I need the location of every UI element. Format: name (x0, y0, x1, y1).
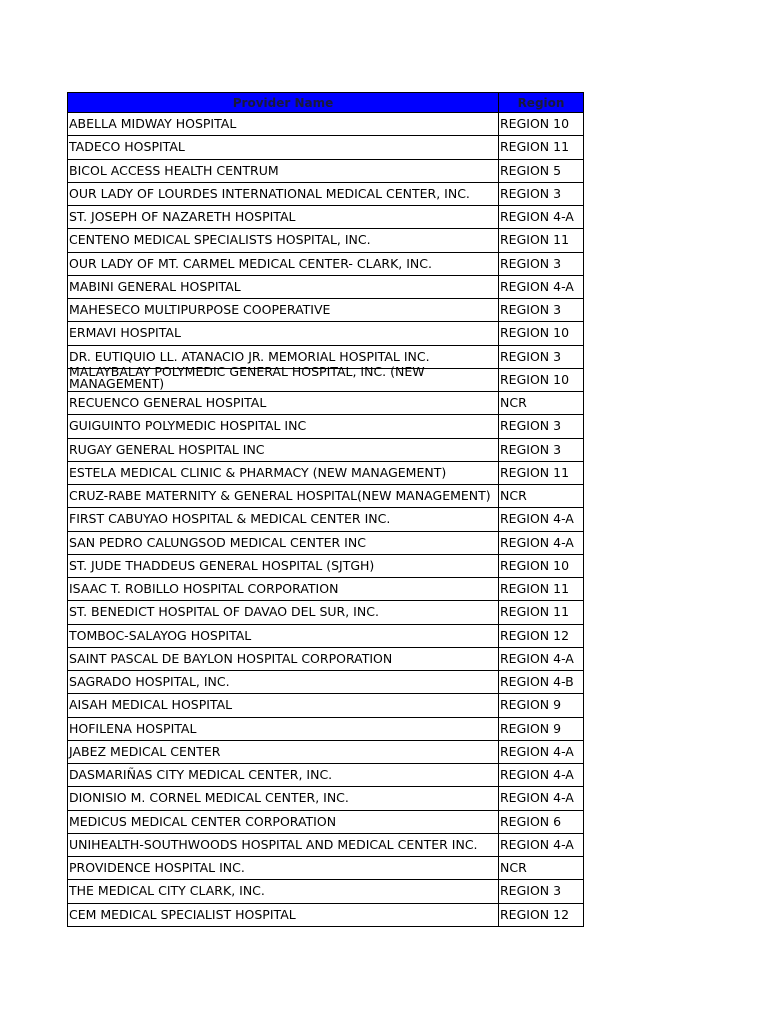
provider-table (67, 92, 584, 927)
table-row (67, 253, 584, 276)
provider-name-cell: GUIGUINTO POLYMEDIC HOSPITAL INC (68, 415, 499, 437)
region-cell: REGION 4-A (500, 511, 574, 527)
region-cell: REGION 11 (500, 581, 570, 597)
table-row (67, 392, 584, 415)
table-row (67, 880, 584, 903)
provider-name-cell: SAGRADO HOSPITAL, INC. (68, 671, 499, 693)
table-row (67, 439, 584, 462)
table-row (67, 485, 584, 508)
table-row (67, 671, 584, 694)
region-cell: NCR (500, 860, 527, 876)
region-cell: REGION 10 (500, 557, 570, 573)
table-row (67, 508, 584, 531)
region-cell: REGION 10 (500, 116, 570, 132)
region-cell: REGION 4-A (500, 767, 574, 783)
table-row (67, 694, 584, 717)
provider-name-cell: BICOL ACCESS HEALTH CENTRUM (68, 160, 499, 182)
table-header-row (67, 92, 584, 113)
table-body (67, 113, 584, 927)
provider-name-cell: DIONISIO M. CORNEL MEDICAL CENTER, INC. (68, 787, 499, 809)
table-row (67, 160, 584, 183)
provider-name-cell: ERMAVI HOSPITAL (68, 322, 499, 344)
region-cell: REGION 10 (500, 325, 570, 341)
provider-name-cell: DR. EUTIQUIO LL. ATANACIO JR. MEMORIAL HOSPITAL INC. (68, 346, 499, 368)
table-row (67, 206, 584, 229)
table-row (67, 741, 584, 764)
table-row (67, 601, 584, 624)
region-cell: REGION 3 (500, 255, 562, 271)
header-provider-name: Provider Name (68, 93, 499, 112)
table-row (67, 904, 584, 927)
provider-name-cell: ST. BENEDICT HOSPITAL OF DAVAO DEL SUR, INC. (68, 601, 499, 623)
region-cell: NCR (500, 395, 527, 411)
provider-name-cell: THE MEDICAL CITY CLARK, INC. (68, 880, 499, 902)
region-cell: REGION 4-B (500, 674, 574, 690)
provider-name-cell: CENTENO MEDICAL SPECIALISTS HOSPITAL, INC. (68, 229, 499, 251)
region-cell: REGION 10 (500, 371, 570, 387)
region-cell: REGION 4-A (500, 534, 574, 550)
table-row (67, 718, 584, 741)
region-cell: REGION 12 (500, 627, 570, 643)
table-row (67, 834, 584, 857)
region-cell: REGION 9 (500, 697, 562, 713)
provider-name-cell: JABEZ MEDICAL CENTER (68, 741, 499, 763)
provider-name-cell: CEM MEDICAL SPECIALIST HOSPITAL (68, 904, 499, 926)
region-cell: REGION 5 (500, 162, 562, 178)
table-row (67, 183, 584, 206)
region-cell: REGION 3 (500, 348, 562, 364)
region-cell: REGION 3 (500, 883, 562, 899)
region-cell: REGION 6 (500, 813, 562, 829)
provider-name-cell: MALAYBALAY POLYMEDIC GENERAL HOSPITAL, INC. (NEW MANAGEMENT) (68, 366, 499, 391)
table-row (67, 811, 584, 834)
region-cell: REGION 3 (500, 418, 562, 434)
table-row (67, 578, 584, 601)
region-cell: REGION 4-A (500, 743, 574, 759)
region-cell: REGION 3 (500, 302, 562, 318)
table-row (67, 764, 584, 787)
table-row (67, 415, 584, 438)
table-row (67, 532, 584, 555)
table-row (67, 322, 584, 345)
table-row (67, 555, 584, 578)
provider-name-cell: ST. JUDE THADDEUS GENERAL HOSPITAL (SJTGH) (68, 555, 499, 577)
provider-name-cell: HOFILENA HOSPITAL (68, 718, 499, 740)
provider-name-cell: RECUENCO GENERAL HOSPITAL (68, 392, 499, 414)
table-row (67, 276, 584, 299)
provider-name-cell: AISAH MEDICAL HOSPITAL (68, 694, 499, 716)
provider-name-cell: SAN PEDRO CALUNGSOD MEDICAL CENTER INC (68, 532, 499, 554)
provider-name-cell: UNIHEALTH-SOUTHWOODS HOSPITAL AND MEDICAL CENTER INC. (68, 834, 499, 856)
table-row (67, 857, 584, 880)
region-cell: REGION 9 (500, 720, 562, 736)
region-cell: NCR (500, 488, 527, 504)
provider-name-cell: MEDICUS MEDICAL CENTER CORPORATION (68, 811, 499, 833)
table-row (67, 462, 584, 485)
region-cell: REGION 11 (500, 139, 570, 155)
provider-name-cell: TADECO HOSPITAL (68, 136, 499, 158)
provider-name-cell: FIRST CABUYAO HOSPITAL & MEDICAL CENTER INC. (68, 508, 499, 530)
region-cell: REGION 4-A (500, 650, 574, 666)
table-row (67, 229, 584, 252)
table-row (67, 299, 584, 322)
table-row (67, 648, 584, 671)
provider-name-cell: RUGAY GENERAL HOSPITAL INC (68, 439, 499, 461)
table-row (67, 787, 584, 810)
provider-name-cell: CRUZ-RABE MATERNITY & GENERAL HOSPITAL(NEW MANAGEMENT) (68, 485, 499, 507)
region-cell: REGION 11 (500, 464, 570, 480)
provider-name-cell: ESTELA MEDICAL CLINIC & PHARMACY (NEW MANAGEMENT) (68, 462, 499, 484)
provider-name-cell: ABELLA MIDWAY HOSPITAL (68, 113, 499, 135)
provider-name-cell: MAHESECO MULTIPURPOSE COOPERATIVE (68, 299, 499, 321)
provider-name-cell: PROVIDENCE HOSPITAL INC. (68, 857, 499, 879)
table-row (67, 365, 584, 392)
region-cell: REGION 4-A (500, 278, 574, 294)
region-cell: REGION 11 (500, 232, 570, 248)
region-cell: REGION 4-A (500, 209, 574, 225)
provider-name-cell: TOMBOC-SALAYOG HOSPITAL (68, 625, 499, 647)
header-region: Region (517, 95, 565, 110)
region-cell: REGION 4-A (500, 790, 574, 806)
table-row (67, 136, 584, 159)
provider-name-cell: ISAAC T. ROBILLO HOSPITAL CORPORATION (68, 578, 499, 600)
provider-name-cell: MABINI GENERAL HOSPITAL (68, 276, 499, 298)
region-cell: REGION 4-A (500, 836, 574, 852)
region-cell: REGION 3 (500, 441, 562, 457)
region-cell: REGION 11 (500, 604, 570, 620)
table-row (67, 625, 584, 648)
provider-name-cell: SAINT PASCAL DE BAYLON HOSPITAL CORPORATION (68, 648, 499, 670)
provider-name-cell: OUR LADY OF MT. CARMEL MEDICAL CENTER- CLARK, INC. (68, 253, 499, 275)
provider-name-cell: OUR LADY OF LOURDES INTERNATIONAL MEDICAL CENTER, INC. (68, 183, 499, 205)
provider-name-cell: DASMARIÑAS CITY MEDICAL CENTER, INC. (68, 764, 499, 786)
table-row (67, 113, 584, 136)
provider-name-cell: ST. JOSEPH OF NAZARETH HOSPITAL (68, 206, 499, 228)
region-cell: REGION 3 (500, 185, 562, 201)
region-cell: REGION 12 (500, 906, 570, 922)
